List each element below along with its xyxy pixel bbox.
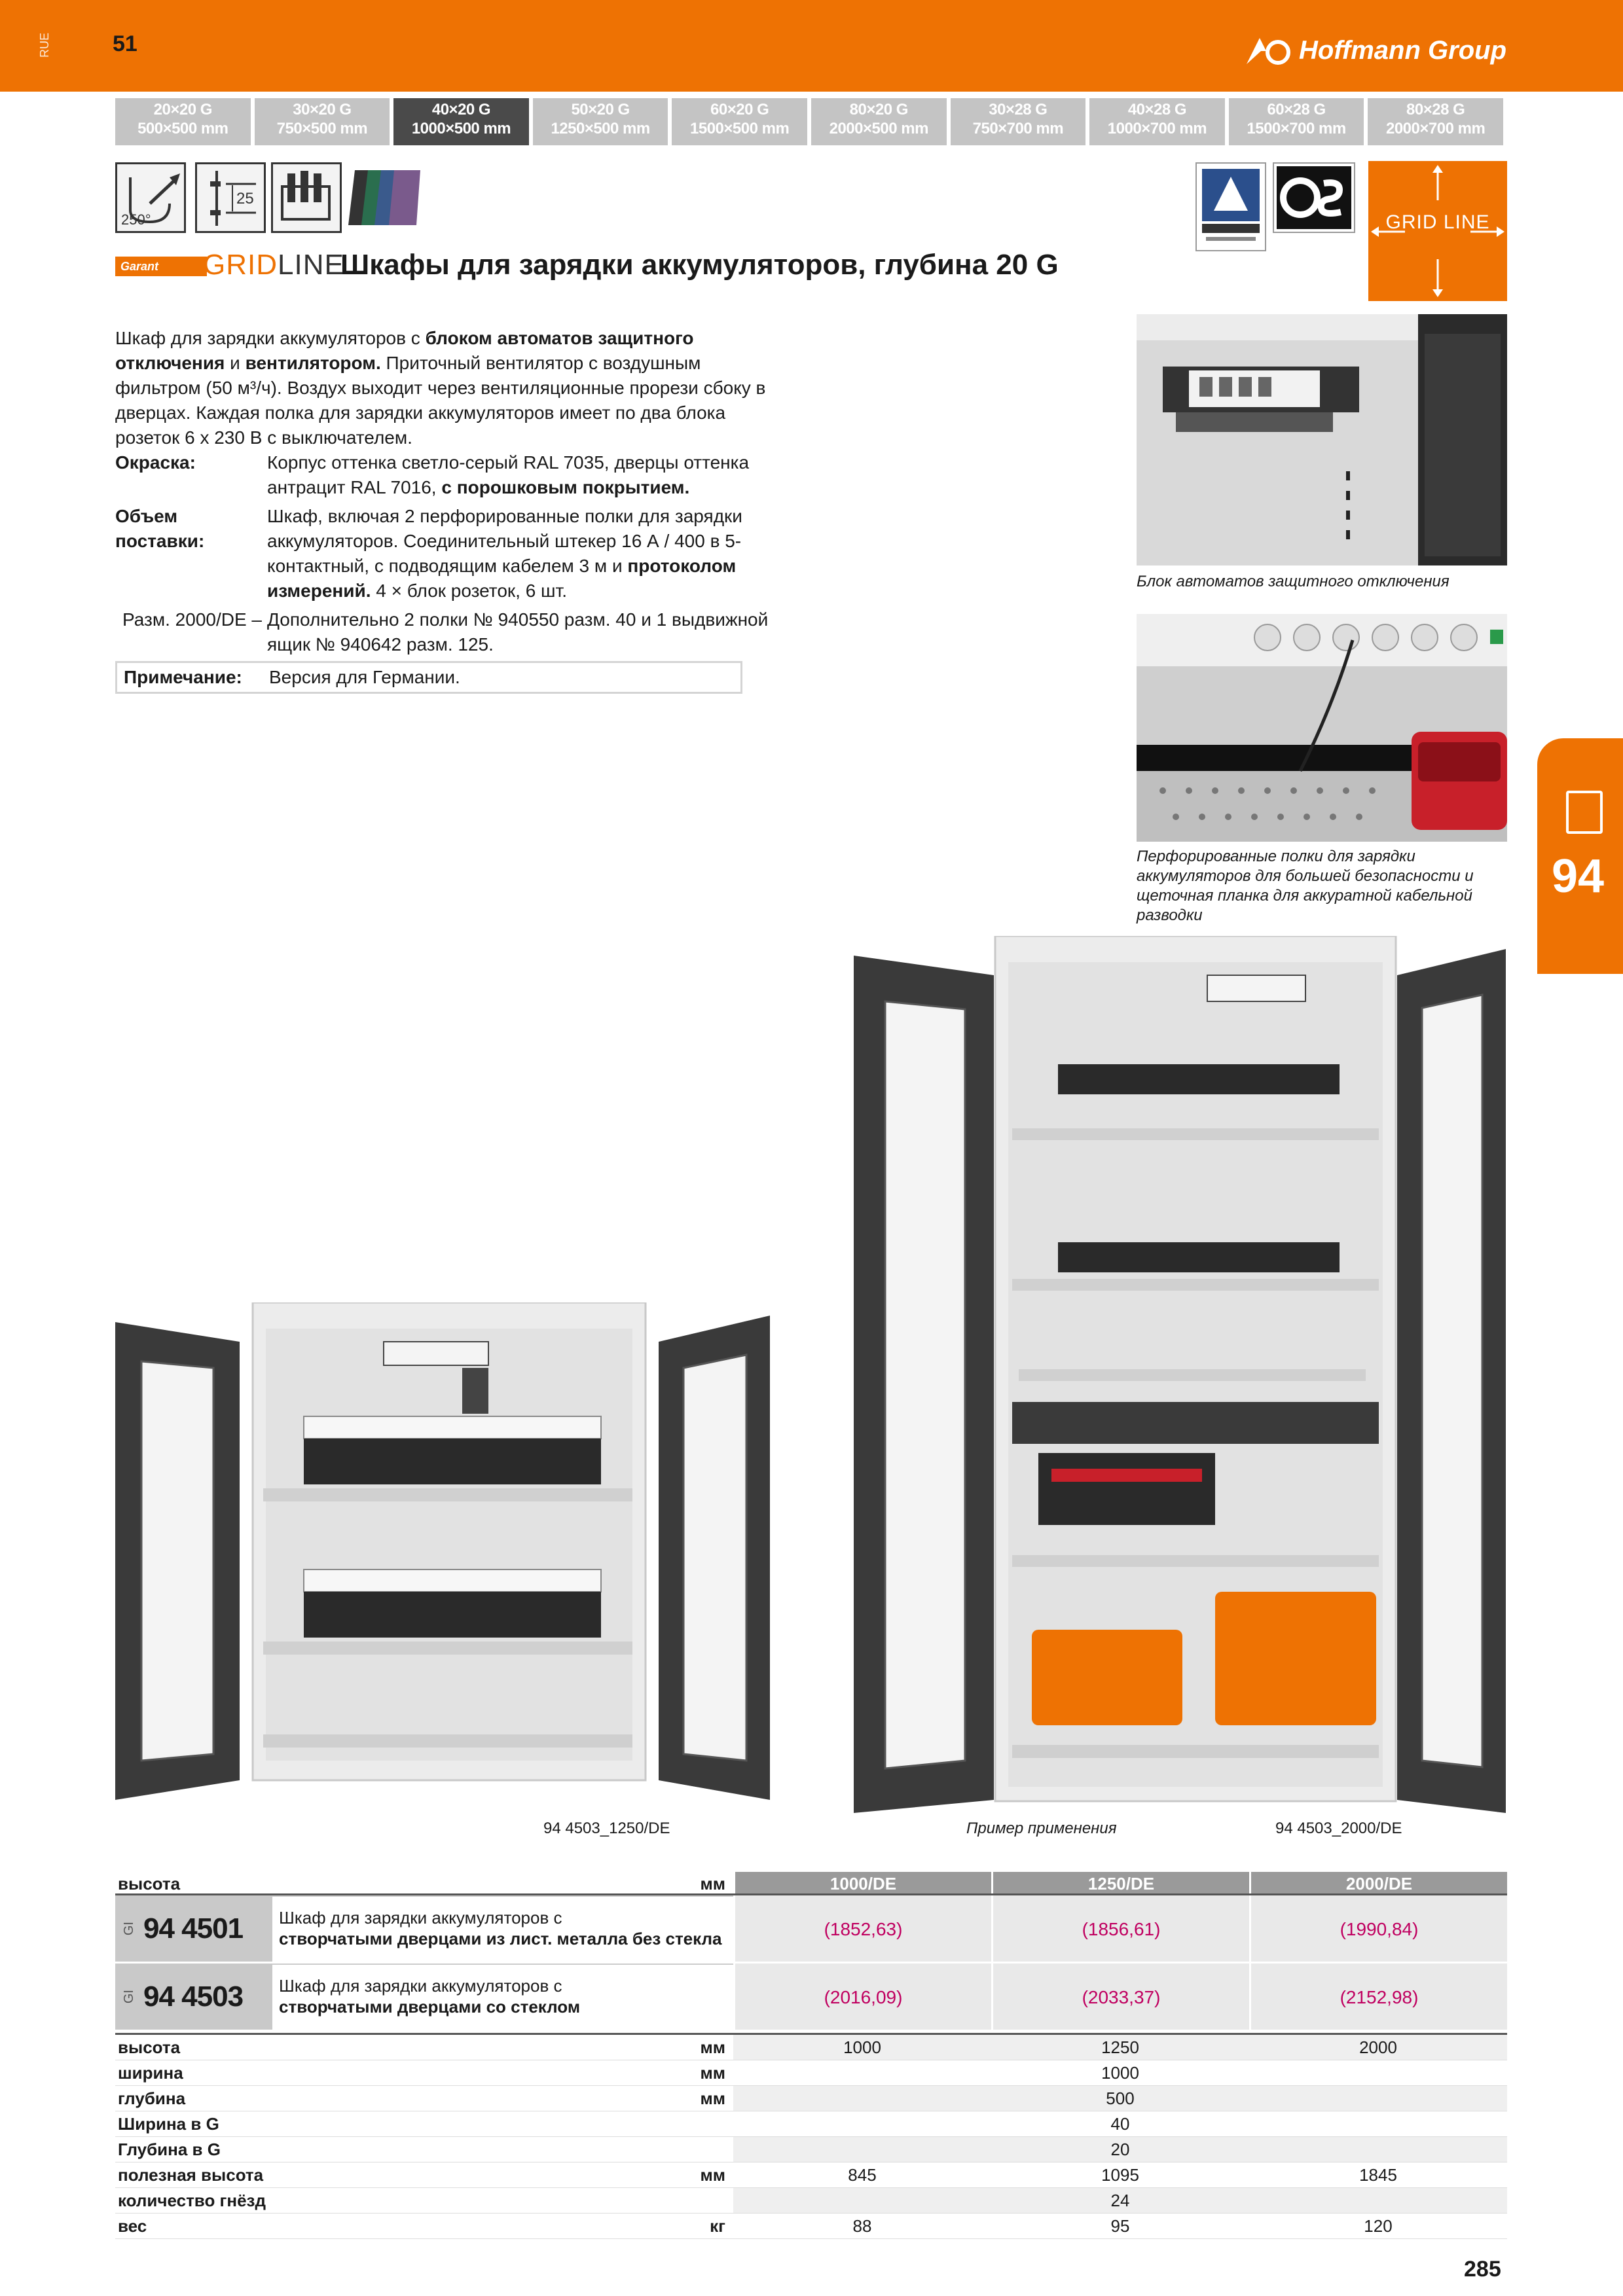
spec-row: Ширина в G 40 <box>115 2111 1507 2137</box>
price-cell: (2033,37) <box>991 1964 1249 2030</box>
price-table-header: высота мм 1000/DE 1250/DE 2000/DE <box>115 1872 1507 1895</box>
price-row[interactable]: GI 94 4501 Шкаф для зарядки аккумуляторов с створчатыми дверцами из лист. металла без стекла (1852,63) (1856,61) (1990,84) <box>115 1895 1507 1964</box>
article-number: 94 4501 <box>143 1912 244 1945</box>
price-cell: (1990,84) <box>1249 1895 1507 1962</box>
size-tab[interactable]: 40×20 G 1000×500 mm <box>393 98 529 145</box>
price-row[interactable]: GI 94 4503 Шкаф для зарядки аккумуляторов с створчатыми дверцами со стеклом (2016,09) (2033,37) (2152,98) <box>115 1964 1507 2032</box>
breaker-block-photo <box>1137 314 1507 565</box>
supply-spec: Объем поставки: Шкаф, включая 2 перфорированные полки для зарядки аккумуляторов. Соединительный штекер 16 А / 400 в 5-контактный, с подводящим кабелем 3 м и протоколом измерений. 4 × блок розеток, 6 шт. <box>115 506 742 601</box>
spec-table <box>115 2033 1507 2239</box>
spec-cell: 1250 <box>991 2035 1249 2060</box>
spec-cell: 845 <box>848 2165 877 2185</box>
price-cell: (2152,98) <box>1249 1964 1507 2030</box>
size-tab[interactable]: 60×28 G 1500×700 mm <box>1229 98 1364 145</box>
cabinet-icon <box>1566 791 1603 834</box>
spec-cell: 120 <box>1364 2216 1393 2236</box>
spec-cell: 20 <box>733 2137 1507 2162</box>
drawer-dividers-icon <box>271 162 342 233</box>
color-swatches-icon <box>348 164 420 232</box>
spec-cell: 1000 <box>1101 2063 1139 2083</box>
size-tab[interactable]: 30×20 G 750×500 mm <box>255 98 390 145</box>
small-cabinet-image <box>115 1302 770 1800</box>
spec-cell: 1095 <box>1101 2165 1139 2185</box>
product-description: Шкаф для зарядки аккумуляторов с блоком автоматов защитного отключения и вентилятором. Приточный вентилятор с воздушным фильтром (50 м³/ч). Воздух выходит через вентиляционные прорези сбоку в дверцах. Каждая полка для зарядки аккумуляторов имеет по два блока розеток 6 x 230 В с выключателем. <box>115 328 766 448</box>
hoffmann-logo-icon <box>1244 34 1292 67</box>
size-tabs <box>115 98 1503 145</box>
side-code: RUE <box>38 32 51 58</box>
section-number: 51 <box>113 31 137 56</box>
paint-spec: Окраска: Корпус оттенка светло-серый RAL 7035, дверцы оттенка антрацит RAL 7016, с порошковым покрытием. <box>115 452 750 497</box>
spec-row: вес кг 88 95 120 <box>115 2214 1507 2239</box>
price-cell: (1856,61) <box>991 1895 1249 1962</box>
spec-row: высота мм 1000 1250 2000 <box>115 2035 1507 2060</box>
svg-text:25: 25 <box>236 190 254 207</box>
spec-cell: 1000 <box>733 2035 991 2060</box>
product-title: Шкафы для зарядки аккумуляторов, глубина 20 G <box>340 249 1059 281</box>
gs-certification-icon <box>1273 162 1355 233</box>
spec-cell: 2000 <box>1249 2035 1507 2060</box>
spec-row: глубина мм 500 <box>115 2086 1507 2111</box>
gridline-badge <box>1368 161 1507 301</box>
spec-cell: 1845 <box>1359 2165 1397 2185</box>
price-cell: (1852,63) <box>733 1895 991 1962</box>
gridline-badge-text: GRID LINE <box>1385 211 1490 233</box>
spec-cell: 88 <box>852 2216 872 2236</box>
spec-row: ширина мм 1000 <box>115 2060 1507 2086</box>
breaker-block-caption: Блок автоматов защитного отключения <box>1137 573 1450 590</box>
size-tab[interactable]: 60×20 G 1500×500 mm <box>672 98 807 145</box>
spec-row: количество гнёзд 24 <box>115 2188 1507 2214</box>
gridline-series-logo: GRIDLINE <box>203 249 344 281</box>
small-cabinet-caption: 94 4503_1250/DE <box>543 1820 670 1837</box>
spec-cell: 95 <box>1110 2216 1130 2236</box>
example-caption: Пример применения <box>966 1820 1117 1837</box>
size-tab[interactable]: 40×28 G 1000×700 mm <box>1089 98 1225 145</box>
hoffmann-logo <box>1244 34 1506 67</box>
note-box: Примечание: Версия для Германии. <box>115 661 742 694</box>
spec-row: полезная высота мм 845 1095 1845 <box>115 2162 1507 2188</box>
svg-text:250°: 250° <box>121 211 151 228</box>
spec-cell: 24 <box>733 2188 1507 2213</box>
price-table <box>115 1872 1507 2032</box>
size-tab[interactable]: 80×28 G 2000×700 mm <box>1368 98 1503 145</box>
perforated-shelf-caption: Перфорированные полки для зарядки аккумуляторов для большей безопасности и щеточная планка для аккуратной кабельной разводки <box>1137 848 1474 924</box>
price-cell: (2016,09) <box>733 1964 991 2030</box>
size-tab[interactable]: 80×20 G 2000×500 mm <box>811 98 947 145</box>
brand-name: Hoffmann Group <box>1299 35 1507 65</box>
tuv-certification-icon <box>1195 162 1266 251</box>
size-extra-spec: Разм. 2000/DE – Дополнительно 2 полки № 940550 разм. 40 и 1 выдвижной ящик № 940642 разм. 125. <box>122 609 769 655</box>
spec-row: Глубина в G 20 <box>115 2137 1507 2162</box>
page-number: 285 <box>1464 2257 1501 2282</box>
large-cabinet-image <box>854 936 1506 1813</box>
chapter-tab[interactable] <box>1537 738 1623 974</box>
size-tab[interactable]: 20×20 G 500×500 mm <box>115 98 251 145</box>
chapter-number: 94 <box>1552 850 1605 903</box>
article-number: 94 4503 <box>143 1980 244 2013</box>
size-tab[interactable]: 30×28 G 750×700 mm <box>951 98 1086 145</box>
perforated-shelf-photo <box>1137 614 1507 842</box>
garant-logo: Garant <box>115 257 207 276</box>
spec-cell: 500 <box>733 2086 1507 2111</box>
large-cabinet-caption: 94 4503_2000/DE <box>1275 1820 1402 1837</box>
spec-cell: 40 <box>1110 2114 1130 2134</box>
size-tab[interactable]: 50×20 G 1250×500 mm <box>533 98 668 145</box>
grid-pitch-icon <box>195 162 266 233</box>
door-angle-icon <box>115 162 186 233</box>
